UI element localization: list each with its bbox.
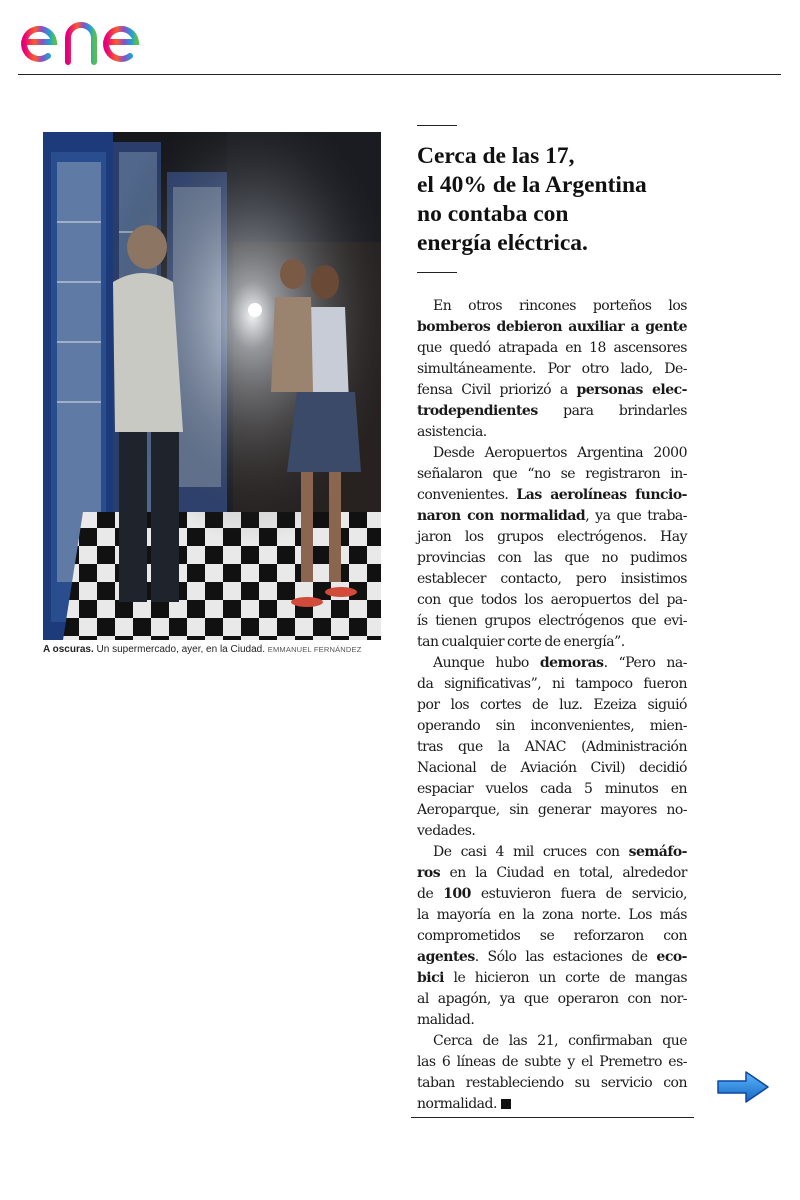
article-line (417, 968, 687, 989)
bold-text: bomberos debieron auxiliar a gente (417, 319, 687, 335)
article-line (417, 842, 687, 863)
end-of-article-mark (501, 1099, 511, 1109)
bold-text: 100 (443, 886, 471, 902)
article-line (417, 674, 687, 695)
pullquote-line: no contaba con (417, 201, 569, 227)
article-line (417, 779, 687, 800)
text-segment: , ya que traba- (585, 508, 687, 524)
text-segment: le hicieron un corte de mangas (443, 970, 687, 986)
article-line (417, 443, 687, 464)
caption-text: Un supermercado, ayer, en la Ciudad. (93, 644, 265, 655)
header-rule (18, 74, 781, 75)
bold-text: semáfo- (628, 844, 687, 860)
enel-logo (18, 4, 182, 68)
article-end-rule (411, 1117, 694, 1118)
article-line (417, 905, 687, 926)
article-line (417, 464, 687, 485)
text-segment: simultáneamente. Por otro lado, De- (417, 361, 687, 377)
text-segment: vedades. (417, 823, 476, 839)
text-segment: operando sin inconvenientes, mien- (417, 718, 687, 734)
right-arrow-icon[interactable] (716, 1070, 770, 1104)
article-line (417, 1031, 687, 1052)
text-segment: En otros rincones porteños los (433, 298, 687, 314)
text-segment: para brindarles (537, 403, 687, 419)
news-photo (43, 132, 381, 640)
pullquote-line: el 40% de la Argentina (417, 172, 647, 198)
article-line (417, 632, 687, 653)
bold-text: bici (417, 970, 444, 986)
text-segment: . “Pero na- (603, 655, 687, 671)
text-segment: tras que la ANAC (Administración (417, 739, 687, 755)
bold-text: eco- (656, 949, 687, 965)
text-segment: que quedó atrapada en 18 ascensores (417, 340, 687, 356)
text-segment: fensa Civil priorizó a (417, 382, 577, 398)
text-segment: espaciar vuelos cada 5 minutos en (417, 781, 687, 797)
text-segment: . Sólo las estaciones de (474, 949, 657, 965)
text-segment: establecer contacto, pero insistimos (417, 571, 687, 587)
article-line (417, 758, 687, 779)
text-segment: De casi 4 mil cruces con (433, 844, 629, 860)
text-segment: Nacional de Aviación Civil) decidió (417, 760, 687, 776)
text-segment: Aunque hubo (433, 655, 540, 671)
article-line (417, 863, 687, 884)
article-line (417, 485, 687, 506)
text-segment: Desde Aeropuertos Argentina 2000 (433, 445, 687, 461)
article-line (417, 1010, 687, 1031)
text-segment: señalaron que “no se registraron in- (417, 466, 687, 482)
pullquote-bottom-rule (417, 272, 457, 273)
article-line (417, 527, 687, 548)
bold-text: agentes (417, 949, 475, 965)
article-line (417, 1094, 687, 1115)
text-segment: jaron los grupos electrógenos. Hay (417, 529, 687, 545)
bold-text: ros (417, 865, 441, 881)
pullquote (417, 142, 717, 258)
text-segment: estuvieron fuera de servicio, (470, 886, 687, 902)
article-line (417, 548, 687, 569)
bold-text: Las aerolíneas funcio- (516, 487, 687, 503)
article-line (417, 653, 687, 674)
text-segment: comprometidos se reforzaron con (417, 928, 687, 944)
article-line (417, 359, 687, 380)
article-line (417, 716, 687, 737)
article-line (417, 695, 687, 716)
article-line (417, 611, 687, 632)
text-segment: por los cortes de luz. Ezeiza siguió (417, 697, 687, 713)
text-segment: tan cualquier corte de energía”. (417, 634, 625, 650)
article-line (417, 737, 687, 758)
text-segment: en la Ciudad en total, alrededor (440, 865, 687, 881)
text-segment: las 6 líneas de subte y el Premetro es- (417, 1054, 687, 1070)
text-segment: Cerca de las 21, confirmaban que (433, 1033, 687, 1049)
article-line (417, 569, 687, 590)
pullquote-line: energía eléctrica. (417, 230, 588, 256)
bold-text: trodependientes (417, 403, 538, 419)
text-segment: provincias con las que no pudimos (417, 550, 687, 566)
bold-text: naron con normalidad (417, 508, 586, 524)
text-segment: taban restableciendo su servicio con (417, 1075, 687, 1091)
bold-text: personas elec- (576, 382, 687, 398)
photo-caption (43, 643, 383, 657)
text-segment: asistencia. (417, 424, 487, 440)
article-line (417, 884, 687, 905)
article-line (417, 1073, 687, 1094)
pullquote-top-rule (417, 125, 457, 126)
text-segment: convenientes. (417, 487, 517, 503)
text-segment: ís tienen grupos electrógenos que evi- (417, 613, 687, 629)
article-line (417, 947, 687, 968)
article-line (417, 338, 687, 359)
text-segment: con que todos los aeropuertos del pa- (417, 592, 687, 608)
article-line (417, 317, 687, 338)
text-segment: normalidad. (417, 1096, 497, 1112)
bold-text: demoras (539, 655, 604, 671)
article-body (417, 296, 687, 1115)
article-line (417, 821, 687, 842)
article-line (417, 296, 687, 317)
article-line (417, 506, 687, 527)
article-line (417, 800, 687, 821)
supermarket-photo-image (43, 132, 381, 640)
caption-lead: A oscuras. (43, 644, 94, 655)
article-line (417, 1052, 687, 1073)
text-segment: da significativas”, ni tampoco fueron (417, 676, 687, 692)
text-segment: malidad. (417, 1012, 475, 1028)
photo-credit: EMMANUEL FERNÁNDEZ (267, 645, 362, 654)
text-segment: de (417, 886, 444, 902)
pullquote-line: Cerca de las 17, (417, 143, 575, 169)
article-line (417, 422, 687, 443)
article-line (417, 989, 687, 1010)
article-line (417, 380, 687, 401)
article-line (417, 590, 687, 611)
text-segment: la mayoría en la zona norte. Los más (417, 907, 687, 923)
text-segment: al apagón, ya que operaron con nor- (417, 991, 687, 1007)
article-line (417, 926, 687, 947)
text-segment: Aeroparque, sin generar mayores no- (417, 802, 687, 818)
article-line (417, 401, 687, 422)
